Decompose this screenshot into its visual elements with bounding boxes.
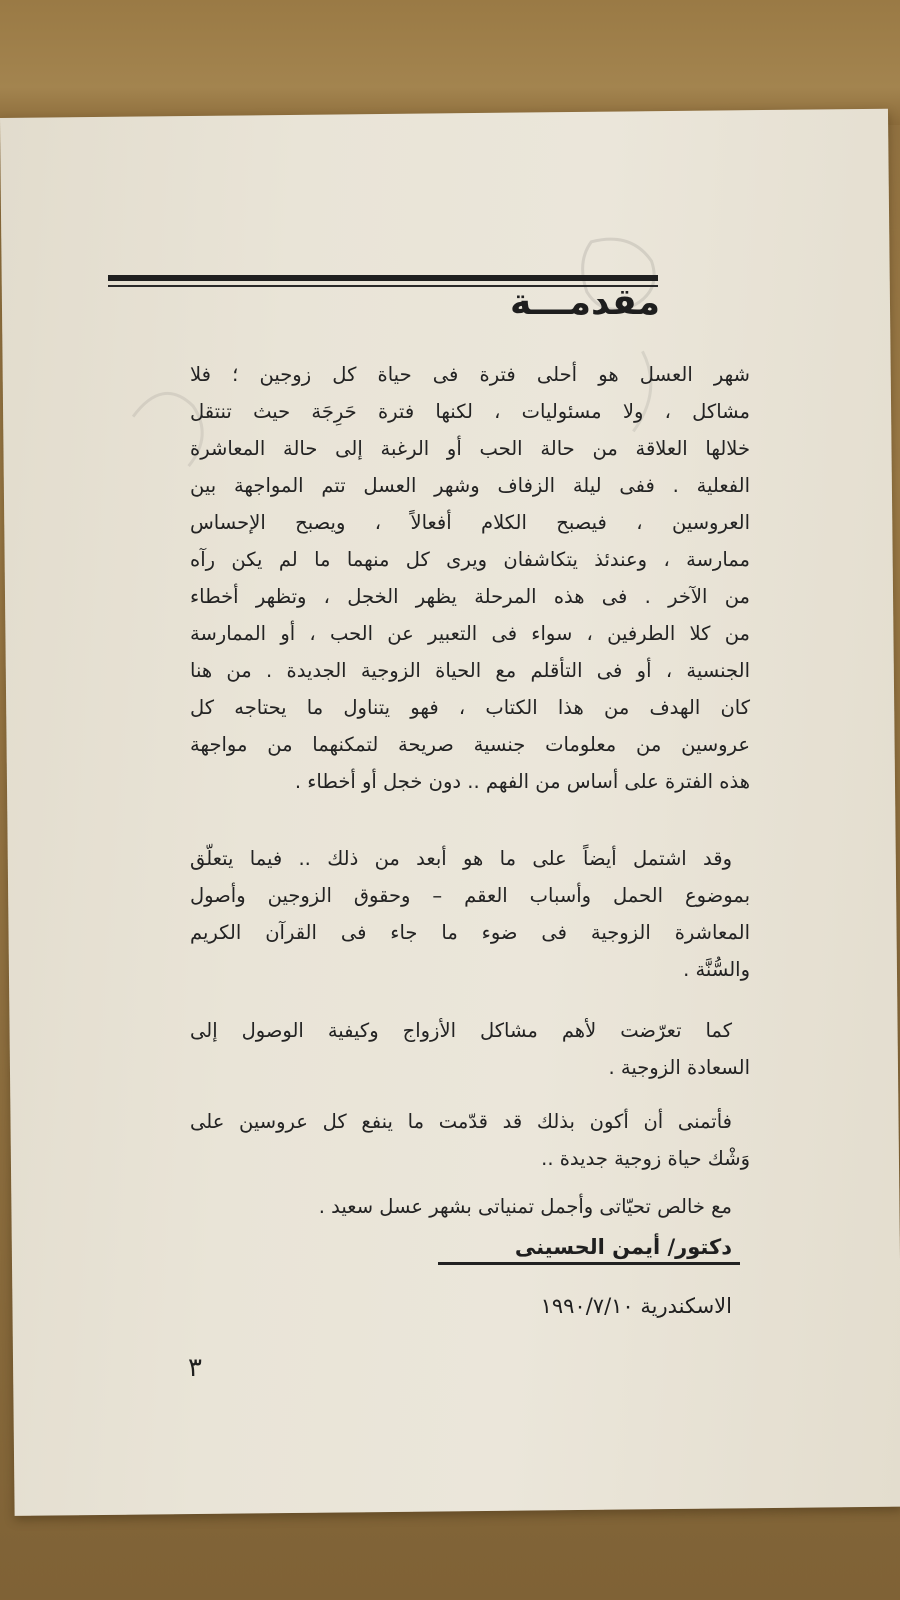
text-line: الفعلية . ففى ليلة الزفاف وشهر العسل تتم المواجهة بين bbox=[190, 474, 750, 497]
paragraph-2 bbox=[190, 840, 750, 988]
text-line: كان الهدف من هذا الكتاب ، فهو يتناول ما يحتاجه كل bbox=[190, 696, 750, 719]
text-line: مشاكل ، ولا مسئوليات ، لكنها فترة حَرِجَة حيث تنتقل bbox=[190, 400, 750, 423]
text-line: عروسين من معلومات جنسية صريحة لتمكنهما من مواجهة bbox=[190, 733, 750, 756]
background-surface bbox=[0, 0, 900, 125]
text-line: وَشْك حياة زوجية جديدة .. bbox=[541, 1147, 750, 1170]
text-line: هذه الفترة على أساس من الفهم .. دون خجل أو أخطاء . bbox=[294, 770, 750, 793]
paragraph-3 bbox=[190, 1012, 750, 1086]
text-line: العروسين ، فيصبح الكلام أفعالاً ، ويصبح الإحساس bbox=[190, 511, 750, 534]
text-line: السعادة الزوجية . bbox=[608, 1056, 750, 1079]
text-line: مع خالص تحيّاتى وأجمل تمنياتى بشهر عسل سعيد . bbox=[318, 1195, 732, 1218]
book-page bbox=[0, 109, 900, 1516]
signature-rule bbox=[438, 1262, 740, 1265]
text-line: خلالها العلاقة من حالة الحب أو الرغبة إلى حالة المعاشرة bbox=[190, 437, 750, 460]
text-line: الجنسية ، أو فى التأقلم مع الحياة الزوجية الجديدة . من هنا bbox=[190, 659, 750, 682]
paragraph-4 bbox=[190, 1103, 750, 1177]
page-number: ٣ bbox=[188, 1353, 202, 1383]
text-line: شهر العسل هو أحلى فترة فى حياة كل زوجين ؛ فلا bbox=[190, 363, 750, 386]
author-signature: دكتور/ أيمن الحسينى bbox=[514, 1235, 732, 1259]
paragraph-5 bbox=[190, 1188, 750, 1225]
text-line: من الآخر . فى هذه المرحلة يظهر الخجل ، وتظهر أخطاء bbox=[190, 585, 750, 608]
paragraph-1 bbox=[190, 356, 750, 800]
text-line: فأتمنى أن أكون بذلك قد قدّمت ما ينفع كل عروسين على bbox=[190, 1110, 732, 1133]
text-line: وقد اشتمل أيضاً على ما هو أبعد من ذلك .. فيما يتعلّق bbox=[190, 847, 732, 870]
page-heading: مقدمـــة bbox=[509, 282, 660, 323]
text-line: من كلا الطرفين ، سواء فى التعبير عن الحب ، أو الممارسة bbox=[190, 622, 750, 645]
heading-rule-thick bbox=[108, 275, 658, 281]
text-line: بموضوع الحمل وأسباب العقم – وحقوق الزوجين وأصول bbox=[190, 884, 750, 907]
text-line: ممارسة ، وعندئذ يتكاشفان ويرى كل منهما ما لم يكن رآه bbox=[190, 548, 750, 571]
text-line: كما تعرّضت لأهم مشاكل الأزواج وكيفية الوصول إلى bbox=[190, 1019, 732, 1042]
text-line: المعاشرة الزوجية فى ضوء ما جاء فى القرآن الكريم bbox=[190, 921, 750, 944]
place-and-date: الاسكندرية ١٩٩٠/٧/١٠ bbox=[540, 1294, 732, 1318]
text-line: والسُّنَّة . bbox=[683, 958, 750, 981]
